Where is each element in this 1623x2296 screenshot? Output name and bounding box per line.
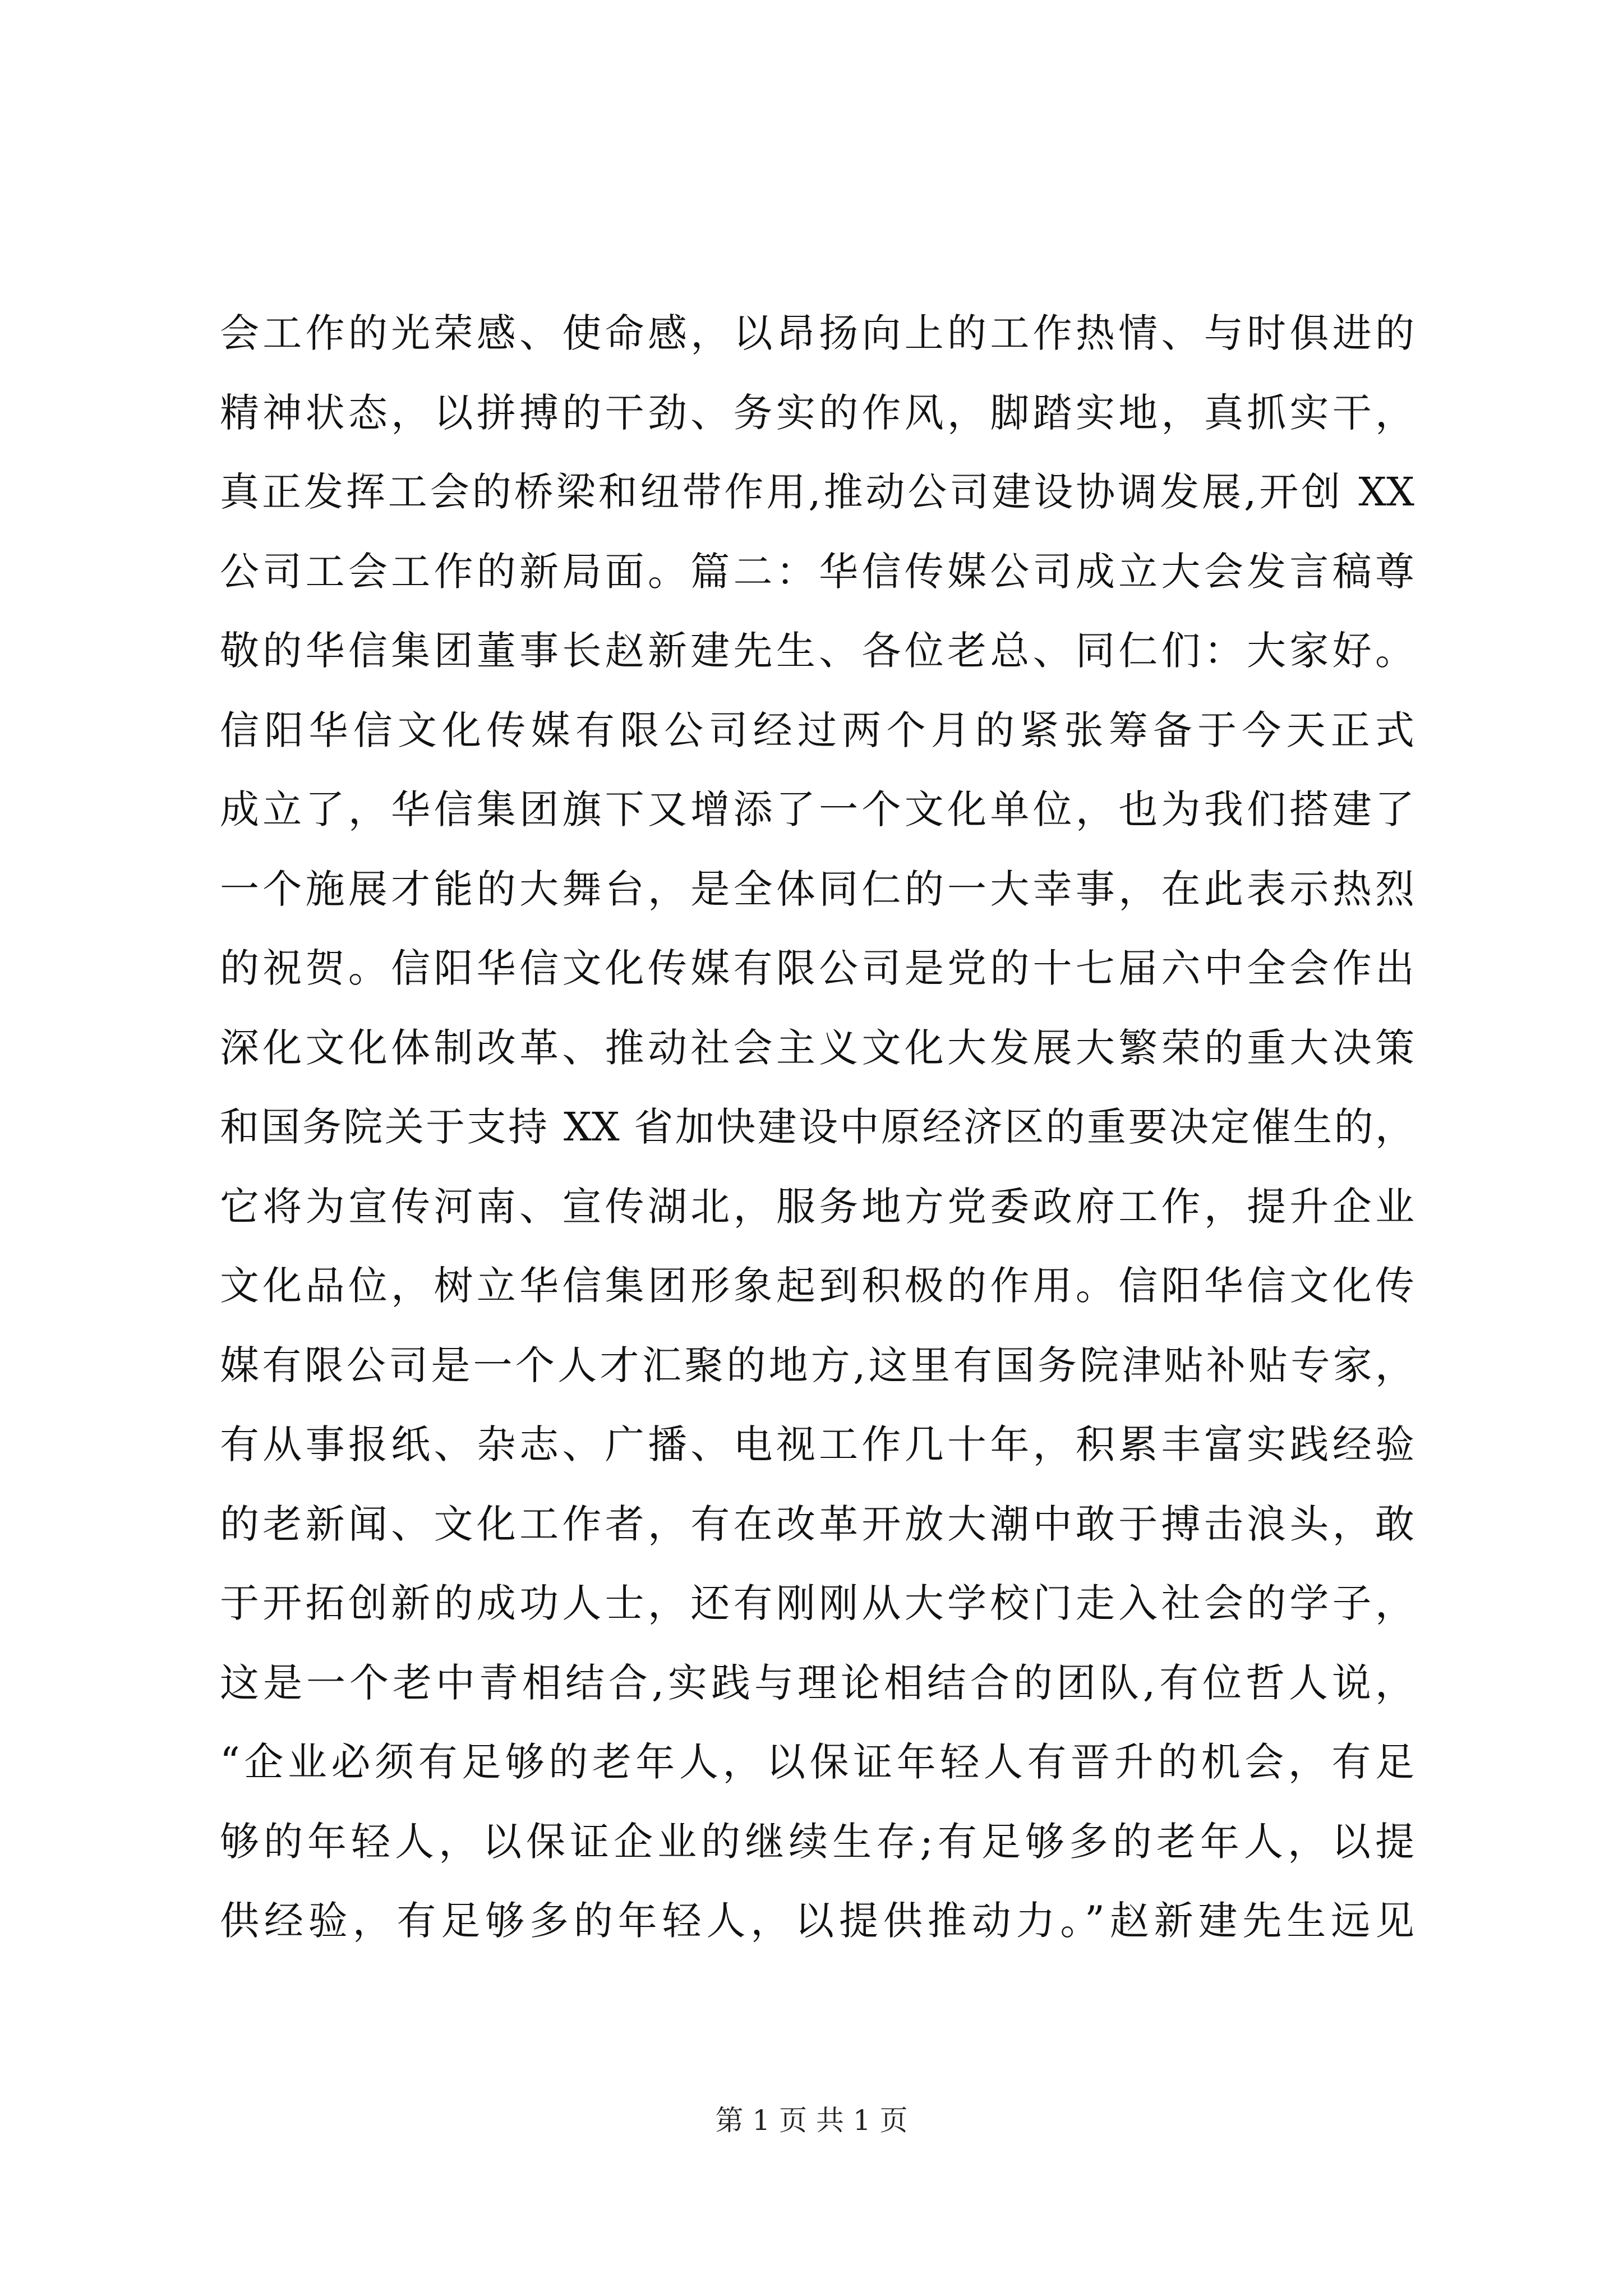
page-footer: [0, 2098, 1623, 2143]
text-line: 的祝贺。信阳华信文化传媒有限公司是党的十七届六中全会作出: [220, 945, 1414, 991]
text-line: 它将为宣传河南、宣传湖北，服务地方党委政府工作，提升企业: [220, 1183, 1414, 1230]
text-line: 会工作的光荣感、使命感，以昂扬向上的工作热情、与时俱进的: [220, 310, 1414, 356]
text-line: 这是一个老中青相结合,实践与理论相结合的团队,有位哲人说，: [220, 1659, 1414, 1706]
text-line: 和国务院关于支持 XX 省加快建设中原经济区的重要决定催生的，: [220, 1104, 1414, 1150]
text-line: 有从事报纸、杂志、广播、电视工作几十年，积累丰富实践经验: [220, 1421, 1414, 1467]
page-number-label: 第 1 页 共 1 页: [715, 2104, 908, 2137]
text-line: 真正发挥工会的桥梁和纽带作用,推动公司建设协调发展,开创 XX: [220, 469, 1414, 515]
text-line: 公司工会工作的新局面。篇二：华信传媒公司成立大会发言稿尊: [220, 548, 1414, 595]
text-line: 的老新闻、文化工作者，有在改革开放大潮中敢于搏击浪头，敢: [220, 1501, 1414, 1547]
text-line: 一个施展才能的大舞台，是全体同仁的一大幸事，在此表示热烈: [220, 866, 1414, 912]
text-line: 信阳华信文化传媒有限公司经过两个月的紧张筹备于今天正式: [220, 707, 1414, 753]
text-line: “企业必须有足够的老年人，以保证年轻人有晋升的机会，有足: [220, 1739, 1414, 1785]
text-line: 文化品位，树立华信集团形象起到积极的作用。信阳华信文化传: [220, 1263, 1414, 1309]
text-line: 媒有限公司是一个人才汇聚的地方,这里有国务院津贴补贴专家，: [220, 1342, 1414, 1388]
text-line: 供经验，有足够多的年轻人，以提供推动力。”赵新建先生远见: [220, 1898, 1414, 1944]
text-line: 精神状态，以拼搏的干劲、务实的作风，脚踏实地，真抓实干，: [220, 389, 1414, 436]
text-line: 敬的华信集团董事长赵新建先生、各位老总、同仁们：大家好。: [220, 628, 1414, 674]
body-text: [220, 294, 1414, 1961]
text-line: 够的年轻人，以保证企业的继续生存;有足够多的老年人，以提: [220, 1818, 1414, 1865]
text-line: 于开拓创新的成功人士，还有刚刚从大学校门走入社会的学子，: [220, 1580, 1414, 1626]
text-line: 深化文化体制改革、推动社会主义文化大发展大繁荣的重大决策: [220, 1024, 1414, 1071]
text-line: 成立了，华信集团旗下又增添了一个文化单位，也为我们搭建了: [220, 786, 1414, 832]
